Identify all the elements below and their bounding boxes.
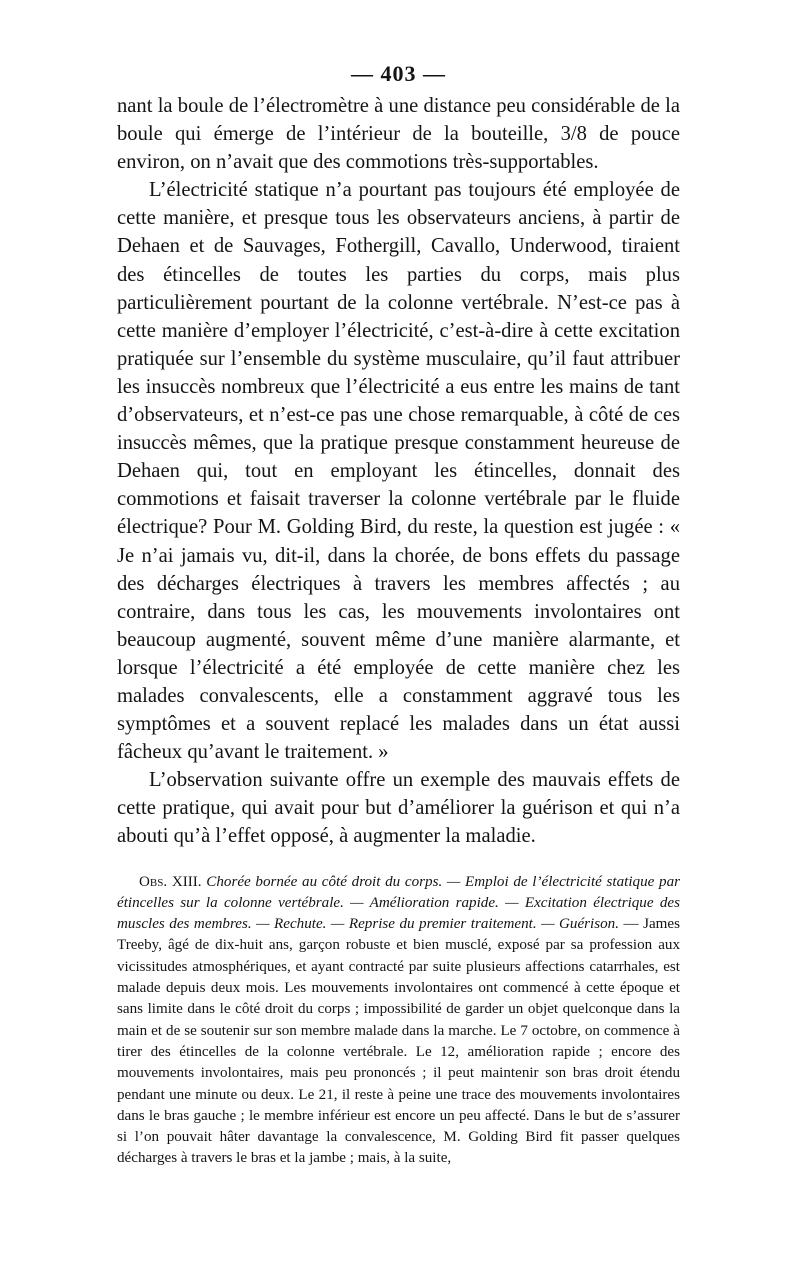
paragraph-continuation: nant la boule de l’électromètre à une distance peu considérable de la boule qui émerge de l’intérieur de la bouteille, 3/8 de pouce environ, on n’avait que des commotions très-supportables. (117, 95, 680, 174)
observation-label: Obs. XIII. (139, 873, 202, 890)
paragraph-electricity-history: L’électricité statique n’a pourtant pas toujours été employée de cette manière, et presque tous les observateurs anciens, à partir de Dehaen et de Sauvages, Fothergill, Cavallo, Underwood, tiraient des étincelles de toutes les parties du corps, mais plus particulièrement pourtant de la colonne vertébrale. N’est-ce pas à cette manière d’employer l’électricité, c’est-à-dire à cette excitation pratiquée sur l’ensemble du système musculaire, qu’il faut attribuer les insuccès nombreux que l’électricité a eus entre les mains de tant d’observateurs, et n’est-ce pas une chose remarquable, à côté de ces insuccès mêmes, que la pratique presque constamment heureuse de Dehaen qui, tout en employant les étincelles, donnait des commotions et faisait traverser la colonne vertébrale par le fluide électrique? Pour M. Golding Bird, du reste, la question est jugée : « Je n’ai jamais vu, dit-il, dans la chorée, de bons effets du passage des décharges électriques à travers les membres affectés ; au contraire, dans tous les cas, les mouvements involontaires ont beaucoup augmenté, souvent même d’une manière alarmante, et lorsque l’électricité a été employée de cette manière chez les malades convalescents, elle a constamment aggravé tous les symptômes et a souvent replacé les malades dans un état aussi fâcheux qu’avant le traitement. » (117, 179, 680, 764)
observation-paragraph (117, 872, 680, 1170)
observation-body: — James Treeby, âgé de dix-huit ans, garçon robuste et bien musclé, exposé par sa profession aux vicissitudes atmosphériques, et ayant contracté par suite plusieurs affections catarrhales, est malade depuis deux mois. Les mouvements involontaires ont commencé à cette époque et sans limite dans le côté droit du corps ; impossibilité de garder un objet quelconque dans la main et de se soutenir sur son membre malade dans la marche. Le 7 octobre, on commence à tirer des étincelles de la colonne vertébrale. Le 12, amélioration rapide ; encore des mouvements involontaires, mais peu prononcés ; il peut maintenir son bras droit étendu pendant une minute ou deux. Le 21, il reste à peine une trace des mouvements involontaires dans le bras gauche ; le membre inférieur est encore un peu affecté. Dans le but de s’assurer si l’on pouvait hâter davantage la convalescence, M. Golding Bird fit passer quelques décharges à travers le bras et la jambe ; mais, à la suite, (117, 916, 680, 1167)
page-number: — 403 — (351, 61, 446, 86)
observation-note (117, 872, 680, 1170)
book-page (117, 60, 680, 1170)
main-text (117, 92, 680, 851)
paragraph-observation-intro: L’observation suivante offre un exemple des mauvais effets de cette pratique, qui avait pour but d’améliorer la guérison et qui n’a abouti qu’à l’effet opposé, à augmenter la maladie. (117, 769, 680, 848)
observation-title: Chorée bornée au côté droit du corps. — Emploi de l’électricité statique par étincelles sur la colonne vertébrale. — Amélioration rapide. — Excitation électrique des muscles des membres. — Rechute. — Reprise du premier traitement. — Guérison. (117, 873, 680, 933)
